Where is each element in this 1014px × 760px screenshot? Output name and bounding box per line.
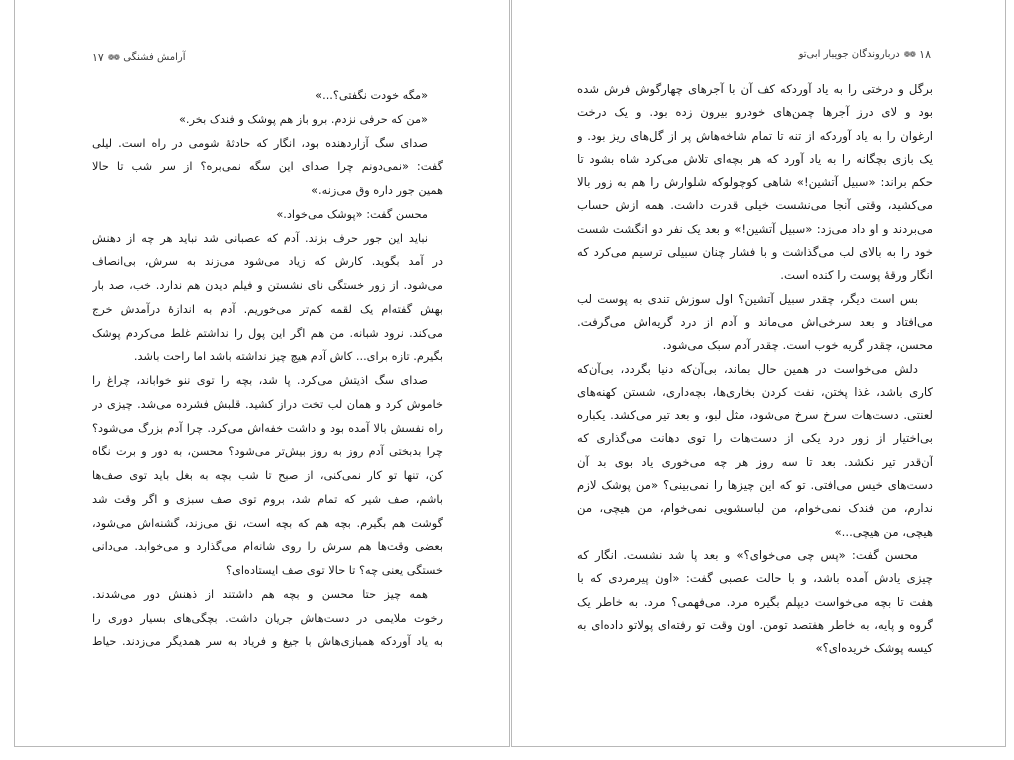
line-text: خاموش کرد و همان لب تخت دراز کشید. قلبش فشرده می‌شد. چیزی در: [92, 396, 443, 411]
text-line: [577, 334, 933, 357]
text-line: [577, 544, 918, 567]
page-text: [92, 84, 443, 654]
text-line: [92, 464, 443, 488]
text-line: [577, 521, 933, 544]
line-text: نباید این جور حرف بزند. آدم که عصبانی شد نباید هر چه از دهنش: [92, 230, 428, 245]
text-line: [577, 101, 933, 124]
paragraph: [92, 583, 443, 654]
text-line: [92, 345, 443, 369]
floral-ornament-icon: [904, 48, 915, 62]
text-line: [92, 274, 443, 298]
text-line: [577, 591, 933, 614]
text-line: [577, 78, 933, 101]
paragraph: [92, 203, 443, 227]
line-text: دست‌های خیس می‌افتی. تو که این چیزها را نمی‌بینی؟ «من پوشک لازم: [577, 478, 933, 493]
text-line: [577, 427, 933, 450]
paragraph: [92, 108, 443, 132]
text-line: [92, 535, 443, 559]
line-text: صدای سگ آزاردهنده بود، انگار که حادثهٔ شومی در راه است. لیلی: [92, 135, 428, 150]
text-line: [92, 203, 428, 227]
text-line: [577, 567, 933, 590]
text-line: [92, 250, 443, 274]
line-text: انگار ورقهٔ پوست را کنده است.: [780, 268, 933, 283]
text-line: [92, 440, 443, 464]
line-text: خود را به بالای لب می‌گذاشت و با فشار چنان سبیلی ترسیم می‌کرد که: [577, 245, 933, 260]
line-text: چیزی یادش آمده باشد، و با حالت عصبی گفت: «اون پیرمردی که با: [577, 571, 933, 586]
line-text: لعنتی. دست‌هات سرخ سرخ می‌شود، مثل لبو، و بعد تیر می‌کشد. یکباره: [577, 408, 933, 423]
text-line: [92, 227, 428, 251]
line-text: برگل و درختی را به یاد آوردکه کف آن با آجرهای چهارگوش فرش شده: [577, 82, 933, 96]
text-line: [92, 607, 443, 631]
line-text: محسن گفت: «پوشک می‌خواد.»: [276, 206, 428, 221]
page-text: [577, 78, 933, 660]
line-text: باشم، صف شیر که تمام شد، بروم توی صف سبزی و اگر وقت شد: [92, 491, 443, 506]
line-text: بس است دیگر، چقدر سبیل آتشین؟ اول سوزش تندی به پوست لب: [577, 291, 918, 306]
line-text: همه چیز حتا محسن و بچه هم داشتند از ذهنش دور می‌شدند.: [92, 586, 428, 601]
text-line: [577, 148, 933, 171]
text-line: [577, 497, 933, 520]
line-text: می‌کشید، وقتی آنجا می‌نشست خیلی قدرت داشت. همه ازش حساب: [577, 198, 933, 213]
line-text: بود و لای درز آجرها چمن‌های خودرو بیرون زده بود. و یک درخت: [577, 105, 933, 120]
line-text: حکم براند: «سبیل آتشین!» شاهی کوچولوکه شلوارش را هم به زور بالا: [577, 175, 933, 190]
floral-ornament-icon: [108, 51, 119, 65]
line-text: به یاد آوردکه همبازی‌هاش با جیغ و فریاد به سر همدیگر می‌زدند. حیاط: [92, 634, 443, 649]
line-text: گفت: «نمی‌دونم چرا صدای این سگه نمی‌بره؟ از سر شب تا حالا: [92, 159, 443, 174]
line-text: می‌شود. از زور خستگی نای نشستن و فیلم دیدن هم ندارد. خب، صد بار: [92, 278, 443, 292]
text-line: [92, 583, 428, 607]
line-text: محسن گفت: «پس چی می‌خوای؟» و بعد پا شد نشست. انگار که: [577, 547, 918, 562]
line-text: می‌افتاد و بعد سرخی‌اش می‌ماند و آدم از درد گریه‌اش می‌گرفت.: [577, 314, 933, 329]
line-text: خستگی یعنی چه؟ تا حالا توی صف ایستاده‌ای؟: [225, 563, 443, 577]
line-text: «من که حرفی نزدم. برو باز هم پوشک و فندک بخر.»: [178, 111, 428, 126]
text-line: [92, 84, 428, 108]
text-line: [577, 125, 933, 148]
text-line: [577, 264, 933, 287]
line-text: هفت تا بچه می‌خواست دیپلم بگیره مرد. می‌فهمی؟ مرد. به خاطر یک: [577, 594, 933, 609]
line-text: کن، تنها تو کار نمی‌کنی، از صبح تا شب بچه به بغل باید توی صف‌ها: [92, 468, 443, 482]
text-line: [92, 179, 443, 203]
text-line: [92, 393, 443, 417]
text-line: [92, 322, 443, 346]
line-text: ارغوان را به یاد آوردکه از تنه تا تمام شاخه‌هاش پر از گل‌های ریز بود. و: [577, 128, 933, 143]
line-text: هیچی، من هیچی...»: [834, 524, 933, 539]
line-text: «مگه خودت نگفتی؟...»: [315, 88, 428, 102]
paragraph: [577, 544, 933, 660]
text-line: [577, 637, 933, 660]
text-line: [92, 132, 428, 156]
paragraph: [577, 78, 933, 288]
line-text: دلش می‌خواست در همین حال بماند، بی‌آن‌که دنیا بگردد، بی‌آن‌که: [577, 361, 918, 376]
text-line: [577, 288, 918, 311]
line-text: بعضی وقت‌ها هم سرش را روی شانه‌ام می‌گذارد و می‌خوابد. می‌دانی: [92, 539, 443, 554]
text-line: [577, 194, 933, 217]
text-line: [577, 474, 933, 497]
right-page: [511, 0, 1006, 747]
line-text: یک بازی بچگانه را به یاد آورد که هر بچه‌ای تلاش می‌کرد شاه بشود تا: [577, 151, 933, 166]
line-text: کاری باشد، غذا پختن، نفت کردن بخاری‌ها، بچه‌داری، شستن کهنه‌های: [577, 384, 933, 399]
line-text: بگیرم. تازه برای... کاش آدم هیچ چیز نداشته باشد اما راحت باشد.: [133, 349, 443, 364]
text-line: [92, 298, 443, 322]
text-line: [577, 241, 933, 264]
paragraph: [577, 288, 933, 358]
text-line: [577, 218, 933, 241]
paragraph: [92, 132, 443, 203]
line-text: گوشت هم بگیرم. بچه هم که بچه است، نق می‌زند، گشنه‌اش می‌شود،: [92, 515, 443, 530]
text-line: [92, 630, 443, 654]
line-text: راه نفسش بالا آمده بود و داشت خفه‌اش می‌کرد. چرا آدم بزرگ می‌شود؟: [92, 420, 443, 435]
line-text: بهش گفته‌ام یک لقمه کم‌تر می‌خوریم. آدم به اندازهٔ درآمدش خرج: [92, 301, 443, 316]
running-head-title: آرامش فشنگی: [123, 52, 186, 63]
text-line: [577, 311, 933, 334]
text-line: [92, 369, 428, 393]
text-line: [92, 155, 443, 179]
paragraph: [92, 369, 443, 583]
line-text: همین جور داره وق می‌زنه.»: [311, 183, 443, 197]
line-text: می‌کند. نرود شبانه. من هم اگر این پول را نداشتم غلط می‌کردم پوشک: [92, 325, 443, 340]
line-text: کیسه پوشک خریده‌ای؟»: [815, 641, 933, 656]
text-line: [92, 559, 443, 583]
paragraph: [92, 84, 443, 108]
text-line: [577, 614, 933, 637]
line-text: محسن، چقدر گریه خوب است. چقدر آدم سبک می‌شود.: [662, 338, 933, 353]
page-number: ۱۸: [919, 48, 931, 61]
running-head: [92, 51, 185, 65]
running-head-title: درباروندگان جویبار ابی‌تو: [798, 49, 900, 60]
text-line: [92, 108, 428, 132]
text-line: [577, 381, 933, 404]
line-text: رخوت ملایمی در دست‌هاش جریان داشت. بچگی‌های بسیار دوری را: [92, 610, 443, 625]
text-line: [577, 171, 933, 194]
left-page: [14, 0, 510, 747]
paragraph: [92, 227, 443, 370]
line-text: گروه و پایه، به خاطر هفتصد تومن. اون وقت تو رفته‌ای پولاتو داده‌ای به: [577, 617, 933, 632]
running-head: [799, 48, 931, 62]
line-text: آن‌قدر تیر نکشد. بعد تا سه روز هر چه می‌خوری یاد بوی بد آن: [577, 454, 933, 469]
text-line: [577, 358, 918, 381]
page-number: ۱۷: [92, 51, 104, 64]
line-text: در آمد بگوید. کارش که زیاد می‌شود می‌زند به سرش، بی‌انصاف: [92, 254, 443, 269]
text-line: [577, 404, 933, 427]
line-text: ندارم، من فندک نمی‌خوام، من لباسشویی نمی‌خوام، من هیچی، من: [577, 501, 933, 516]
paragraph: [577, 358, 933, 544]
text-line: [92, 417, 443, 441]
line-text: صدای سگ اذیتش می‌کرد. پا شد، بچه را توی ننو خواباند، چراغ را: [92, 373, 428, 387]
text-line: [92, 488, 443, 512]
line-text: بی‌اختیار از زور درد یکی از دست‌هات را توی دهانت می‌گذاری که: [577, 431, 933, 446]
line-text: می‌بردند و او داد می‌زد: «سبیل آتشین!» و بعد یک نفر دو انگشت شست: [577, 221, 933, 236]
text-line: [577, 451, 933, 474]
text-line: [92, 512, 443, 536]
line-text: چرا بدبختی آدم روز به روز بیش‌تر می‌شود؟ محسن، به دور و برت نگاه: [92, 444, 443, 459]
